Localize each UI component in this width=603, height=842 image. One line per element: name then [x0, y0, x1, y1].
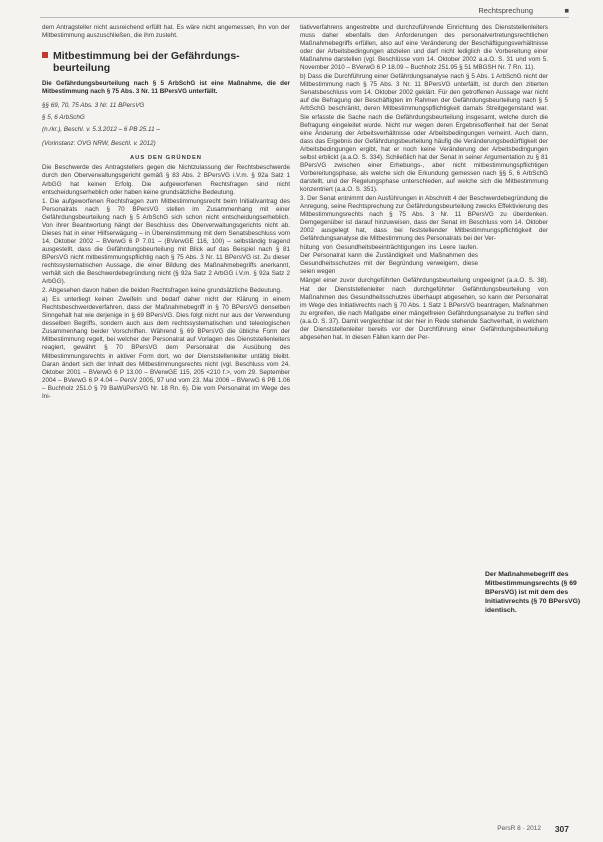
- lead-summary: Die Gefährdungsbeurteilung nach § 5 ArbSchG ist eine Maßnahme, die der Mitbestimmung nach § 75 Abs. 3 Nr. 11 BPersVG unterfällt.: [42, 80, 290, 96]
- body-paragraph: Die Beschwerde des Antragstellers gegen die Nichtzulassung der Rechtsbeschwerde durch den Oberverwaltungsgericht gemäß § 83 Abs. 2 BPersVG i.V.m. § 92a Satz 1 ArbGG hat keinen Erfolg. Die aufgeworfenen Rechtsfragen sind nicht entscheidungserheblich oder haben keine grundsätzliche Bedeutung.: [42, 164, 290, 196]
- norms-line-2: § 5, 6 ArbSchG: [42, 114, 85, 122]
- page-number: 307: [554, 824, 569, 834]
- body-paragraph: a) Es unterliegt keinen Zweifeln und bedarf daher nicht der Klärung in einem Rechtsbeschwerdeverfahren, dass der Maßnahmebegriff in § 70 BPersVG denselben Sinngehalt hat wie derjenige in § 69 BPersVG. Dies folgt nicht nur aus der Verwendung desselben Begriffs, sondern auch aus dem rechtssystematischen und teleologischen Zusammenhang beider Vorschriften. Während § 69 BPersVG die übliche Form der Mitbestimmung regelt, bei welcher der Personalrat auf Vorlagen des Dienststellenleiters reagiert, gewährt § 70 BPersVG dem Personalrat die Ausübung des Mitbestimmungsrechts in aktiver Form dort, wo der Dienststellenleiter untätig bleibt. Daran ändert sich der Inhalt des Mitbestimmungsrechts nicht (vgl. Beschluss vom 24. Oktober 2001 – BVerwG 6 P 13.00 – BVerwGE 115, 205 <210 f.>, vom 29. September 2004 – BVerwG 6 P 4.04 – PersV 2005, 97 und vom 23. Mai 2006 – BVerwG 6 PB 1.06 – Buchholz 251.0 § 79 BaWüPersVG Nr. 18 Rn. 6). Die vom Personalrat im Wege des Ini-: [42, 296, 290, 400]
- header-rule: [40, 17, 569, 18]
- norms-line-1: §§ 69, 70, 75 Abs. 3 Nr. 11 BPersVG: [42, 102, 145, 110]
- intro-paragraph: dem Antragsteller nicht ausreichend erfüllt hat. Es wäre nicht angemessen, ihn von der Mitbestimmung auszuschließen, die ihm zusteht.: [42, 24, 290, 40]
- issue-reference: PersR 8 · 2012: [497, 825, 541, 832]
- right-column: [300, 24, 548, 779]
- body-paragraph: 2. Abgesehen davon haben die beiden Rechtsfragen keine grundsätzliche Bedeutung.: [42, 287, 282, 295]
- left-column: [42, 24, 290, 824]
- margin-note: Der Maßnahmebegriff des Mitbestimmungsrechts (§ 69 BPersVG) ist mit dem des Initiativrechts (§ 70 BPersVG) identisch.: [485, 570, 587, 615]
- reference-line-2: (Vorinstanz: OVG NRW, Beschl. v. 2012): [42, 140, 156, 148]
- body-paragraph: tiativverfahrens angestrebte und durchzuführende Einrichtung des Dienststellenleiters muss daher ebenfalls den Anforderungen des personalvertretungsrechtlichen Maßnahmebegriffs erfüllen, also auf eine Veränderung der Beschäftigungsverhältnisse oder der Arbeitsbedingungen abzielen und darf nicht lediglich die Vorbereitung einer Maßnahme darstellen (vgl. Beschlüsse vom 14. Oktober 2002 a.a.O. S. 31 und vom 5. November 2010 – BVerwG 6 P 18.09 – Buchholz 251.95 § 51 MBGSH Nr. 7 Rn. 11).: [300, 24, 548, 72]
- body-paragraph: b) Dass die Durchführung einer Gefährdungsanalyse nach § 5 Abs. 1 ArbSchG nicht der Mitbestimmung nach § 75 Abs. 3 Nr. 11 BPersVG unterfällt, ist durch den zitierten Senatsbeschluss vom 14. Oktober 2002 geklärt. Für den getroffenen Aussage war nicht auf die Befragung der Beschäftigten im Rahmen der Gefährdungsbeurteilung nach § 5 ArbSchG beschränkt, deren Mitbestimmungspflichtigkeit damals Streitgegenstand war. Sie erfasste die Sache nach die Gefährdungsbeurteilung insgesamt, welche durch die Befragung eingeleitet wurde. Nicht nur wegen deren Ergebnisoffenheit hat der Senat eine Änderung der Arbeitsverhältnisse oder Arbeitsbedingungen verneint. Auch dann, dass das Ergebnis der Gefährdungsbeurteilung häufig die Veränderungsbedürftigkeit der Arbeitsbedingungen ergibt, hat er noch keine Veränderung der Arbeitsbedingungen selbst erblickt (a.a.O. S. 334). Schließlich hat der Senat in seiner Argumentation zu § 81 BPersVG zwischen einer Erhebungs-, aber nicht mitbestimmungspflichtigen Vorbereitungsphase, als welche sich die Erkundung gemessen nach §§ 5, 6 ArbSchG darstellt, und der Regelungsphase unterschieden, auf welche sich die Mitbestimmung konzentriert (a.a.O. S. 351).: [300, 73, 548, 193]
- reference-line-1: (n.rkr.), Beschl. v. 5.3.2012 – 6 PB 25.11 –: [42, 126, 160, 134]
- section-marker: ■: [564, 6, 569, 15]
- body-paragraph: Mängel einer zuvor durchgeführten Gefährdungsbeurteilung ungeeignet (a.a.O. S. 38). Hat der Dienststellenleiter nach durchgeführter Gefährdungsbeurteilung von Maßnahmen des Gesundheitsschutzes überhaupt abgesehen, so kann der Personalrat im Wege des Initiativrechts nach § 70 Abs. 1 Satz 1 BPersVG beantragen, Maßnahmen zu ergreifen, die nach Maßgabe einer mängelfreien Gefährdungsanalyse zu treffen sind (a.a.O. S. 37). Damit vergleichbar ist der hier in Rede stehende Sachverhalt, in welchem der Dienststellenleiter bereits vor der Durchführung einer Gefährdungsbeurteilung abgesehen hat. In diesen Fällen kann der Per-: [300, 277, 548, 341]
- body-paragraph: 1. Die aufgeworfenen Rechtsfragen zum Mitbestimmungsrecht beim Initiativantrag des Personalrats nach § 70 BPersVG stellen im Zusammenhang mit einer Gefährdungsbeurteilung nach § 5 ArbSchG sich schon nicht entscheidungserheblich. Von ihrer Beantwortung hängt der Beschluss des Oberverwaltungsgerichts nicht ab. Dieses hat in einer Hilfserwägung – in Übereinstimmung mit dem Senatsbeschluss vom 14. Oktober 2002 – BVerwG 6 P 7.01 – (BVerwGE 116, 100) – selbständig tragend ausgestellt, dass die Gefährdungsbeurteilung mit Blick auf das Beispiel nach § 81 BPersVG nicht mitbestimmungspflichtig nach § 75 Abs. 3 Nr. 11 BPersVG ist. Zu dieser rechtssystematischen Aussage, die einer Bildung des Maßnahmebegriffs anerkannt, verhält sich die Beschwerdebegründung nicht (§ 92a Satz 2 ArbGG i.V.m. § 92a Satz 2 ArbGG).: [42, 197, 290, 286]
- grounds-label: AUS DEN GRÜNDEN: [129, 155, 202, 162]
- heading-line-1: Mitbestimmung bei der Gefährdungs-: [53, 50, 240, 63]
- heading-square-icon: [42, 52, 48, 58]
- body-paragraph-narrow: hütung von Gesundheitsbeeinträchtigungen ins Leere laufen. Der Personalrat kann die Zuständigkeit und Maßnahmen des Gesundheitsschutzes mit der Begründung verweigern, diese seien wegen: [300, 244, 478, 276]
- heading-line-2: beurteilung: [53, 62, 111, 75]
- body-paragraph: 3. Der Senat entnimmt den Ausführungen in Abschnitt 4 der Beschwerdebegründung die Anregung, seine Rechtsprechung zur Gefährdungsbeurteilung zwecks Effektivierung des Mitbestimmungsrechts nach § 75 Abs. 3 Nr. 11 BPersVG zu überdenken. Demgegenüber ist darauf hinzuweisen, dass der Senat im Beschluss vom 14. Oktober 2002 ausgelegt hat, dass bei feststellender Mitbestimmungspflichtigkeit der Gefährdungsanalyse die Mitbestimmung des Personalrats bei der Ver-: [300, 194, 548, 243]
- article-heading: [42, 50, 290, 74]
- section-label: Rechtsprechung: [478, 6, 533, 15]
